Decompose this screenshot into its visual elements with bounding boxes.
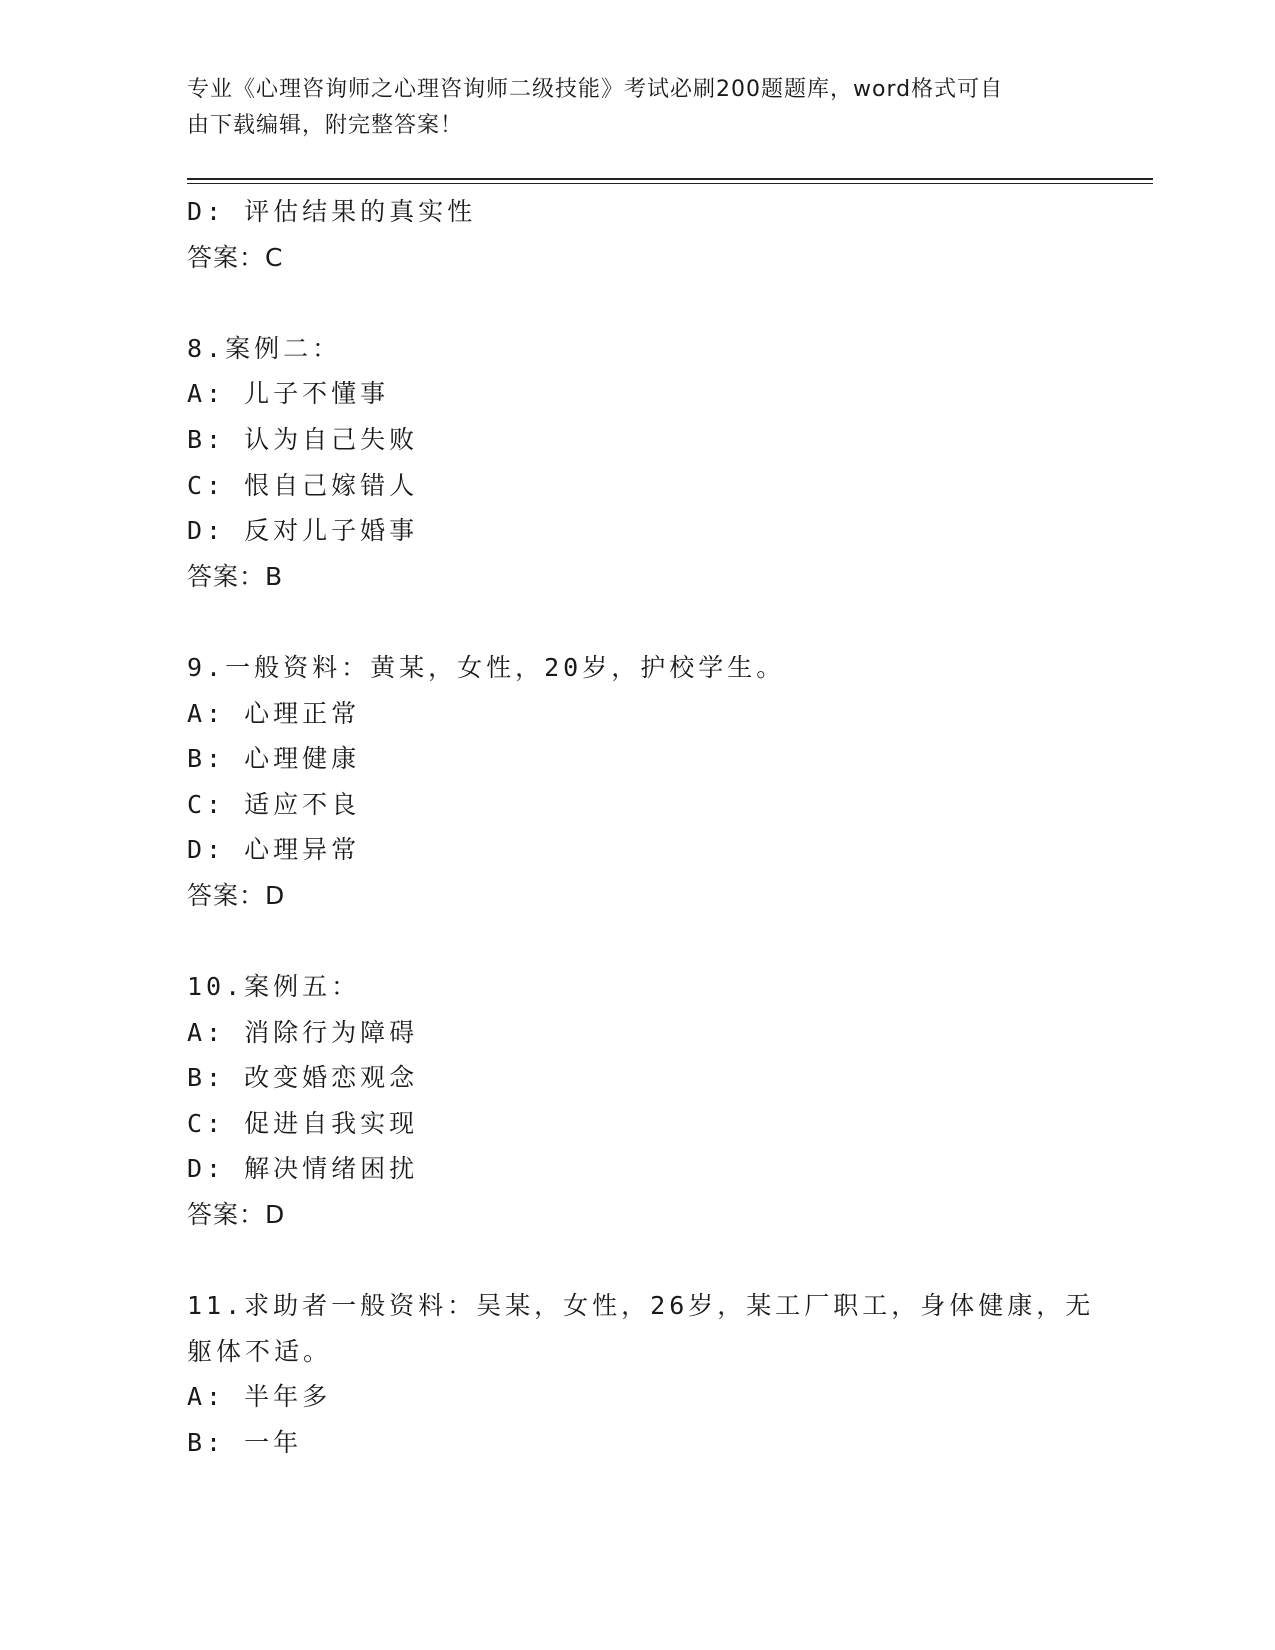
option-a: A: 消除行为障碍 [187, 1017, 419, 1047]
question-stem-line-1: 11.求助者一般资料：吴某，女性，26岁，某工厂职工，身体健康，无 [187, 1291, 1095, 1321]
option-b: B: 改变婚恋观念 [187, 1063, 419, 1093]
spacer [187, 1238, 1107, 1284]
spacer [187, 919, 1107, 965]
header-divider-thick [187, 178, 1153, 180]
prev-answer: 答案：C [187, 242, 284, 272]
spacer [187, 599, 1107, 645]
option-d: D: 解决情绪困扰 [187, 1154, 419, 1184]
question-list [187, 189, 1107, 1466]
header-line-1: 专业《心理咨询师之心理咨询师二级技能》考试必刷200题题库，word格式可自 [187, 77, 1004, 102]
answer: 答案：B [187, 561, 284, 591]
question-9 [187, 645, 1107, 919]
question-stem: 10.案例五： [187, 972, 361, 1002]
question-stem: 8.案例二： [187, 333, 342, 363]
prev-option-d: D: 评估结果的真实性 [187, 197, 477, 226]
question-stem: 9.一般资料：黄某，女性，20岁，护校学生。 [187, 652, 786, 682]
option-d: D: 心理异常 [187, 835, 361, 865]
question-10 [187, 964, 1107, 1238]
option-c: C: 适应不良 [187, 789, 361, 819]
header-divider-thin [187, 183, 1153, 184]
option-b: B: 心理健康 [187, 744, 361, 774]
answer: 答案：D [187, 1200, 286, 1230]
option-c: C: 促进自我实现 [187, 1108, 419, 1138]
question-11 [187, 1283, 1107, 1465]
question-8 [187, 326, 1107, 600]
header-line-2: 由下载编辑，附完整答案！ [187, 113, 464, 138]
option-d: D: 反对儿子婚事 [187, 516, 419, 546]
answer: 答案：D [187, 880, 286, 910]
option-b: B: 认为自己失败 [187, 424, 419, 454]
option-c: C: 恨自己嫁错人 [187, 470, 419, 500]
option-a: A: 半年多 [187, 1382, 332, 1412]
option-a: A: 心理正常 [187, 698, 361, 728]
option-b: B: 一年 [187, 1428, 303, 1458]
question-stem-line-2: 躯体不适。 [187, 1336, 333, 1366]
option-a: A: 儿子不懂事 [187, 379, 390, 409]
spacer [187, 280, 1107, 326]
page-header [187, 72, 1067, 144]
